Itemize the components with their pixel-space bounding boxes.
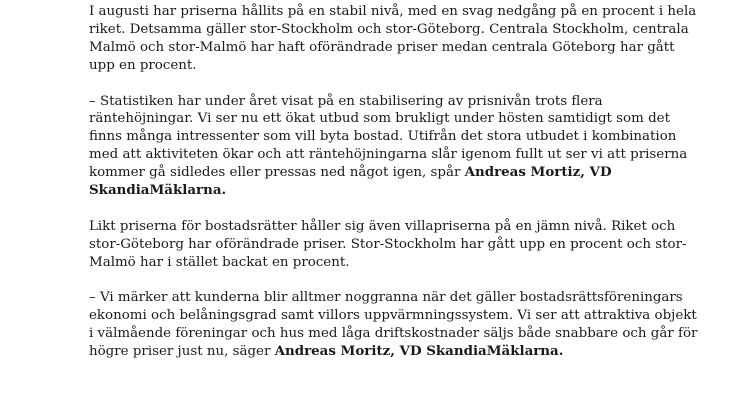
paragraph-villa-prices xyxy=(89,218,689,272)
text-line: med att aktiviteten ökar och att räntehöjningarna slår igenom fullt ut ser vi att priserna xyxy=(89,147,688,163)
text-line-content: kommer gå sidledes eller pressas ned något igen, spår xyxy=(89,165,465,181)
quote-attribution-company: SkandiaMäklarna. xyxy=(89,182,227,199)
quote-attribution: Andreas Moritz, VD SkandiaMäklarna. xyxy=(274,343,564,360)
text-line: Likt priserna för bostadsrätter håller sig även villapriserna på en jämn nivå. Riket och xyxy=(89,218,676,234)
text-line: – Statistiken har under året visat på en stabilisering av prisnivån trots flera xyxy=(89,93,603,109)
text-line: Malmö och stor-Malmö har haft oförändrade priser medan centrala Göteborg har gått xyxy=(89,39,675,55)
text-line: I augusti har priserna hållits på en stabil nivå, med en svag nedgång på en procent i hela xyxy=(89,4,697,19)
paragraph-quote-statistics xyxy=(89,93,689,200)
paragraph-price-summary xyxy=(89,3,697,75)
paragraph-quote-buyers xyxy=(89,289,698,361)
quote-attribution: Andreas Mortiz, VD xyxy=(464,164,612,181)
text-line: i välmående föreningar och hus med låga driftskostnader säljs både snabbare och går för xyxy=(89,326,698,342)
text-line: – Vi märker att kunderna blir alltmer noggranna när det gäller bostadsrättsföreningars xyxy=(89,290,683,306)
text-line: ekonomi och belåningsgrad samt villors uppvärmningssystem. Vi ser att attraktiva objekt xyxy=(89,308,697,324)
text-line: Malmö har i stället backat en procent. xyxy=(89,254,350,270)
text-line xyxy=(89,343,689,361)
text-line: upp en procent. xyxy=(89,57,197,73)
text-line xyxy=(89,182,689,200)
text-line: riket. Detsamma gäller stor-Stockholm och stor-Göteborg. Centrala Stockholm, centrala xyxy=(89,21,689,37)
text-line: finns många intressenter som vill byta bostad. Utifrån det stora utbudet i kombination xyxy=(89,129,677,145)
text-line: stor-Göteborg har oförändrade priser. Stor-Stockholm har gått upp en procent och stor- xyxy=(89,236,687,252)
text-line xyxy=(89,164,689,182)
text-line: räntehöjningar. Vi ser nu ett ökat utbud som brukligt under hösten samtidigt som det xyxy=(89,111,670,127)
text-line-content: högre priser just nu, säger xyxy=(89,344,275,360)
document-body xyxy=(89,3,698,379)
